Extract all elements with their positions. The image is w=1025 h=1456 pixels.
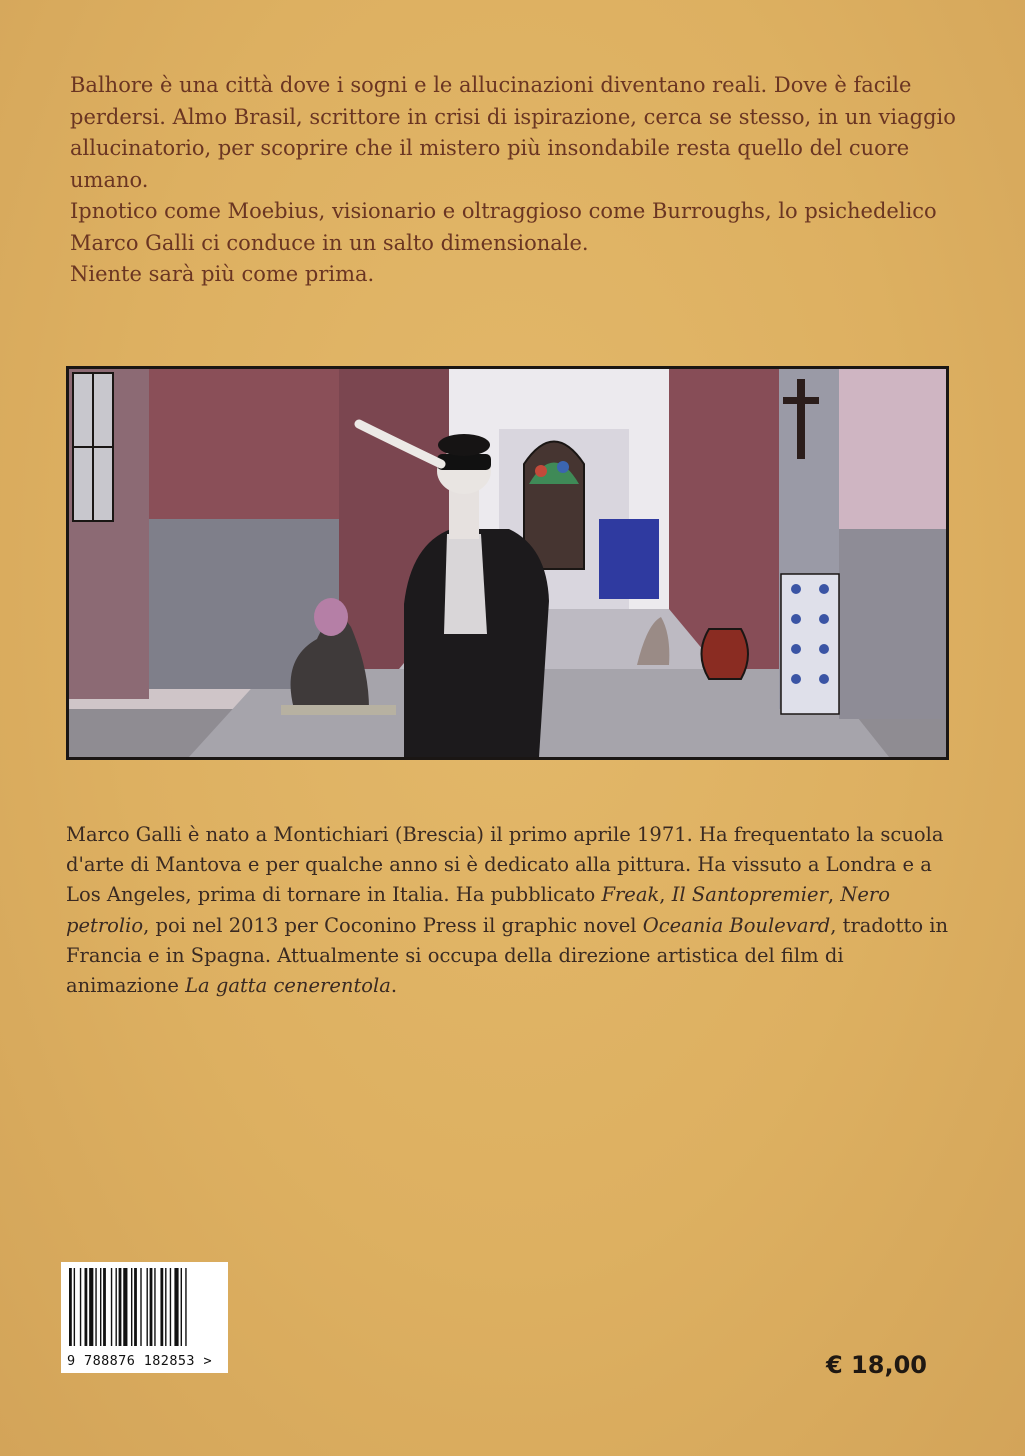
barcode-bars [67, 1268, 222, 1346]
barcode-bar [147, 1268, 148, 1346]
barcode-bar [131, 1268, 132, 1346]
price-label: € 18,00 [826, 1351, 927, 1379]
barcode-bar [154, 1268, 155, 1346]
barcode-digits: 9 788876 182853 > [67, 1353, 212, 1369]
isbn-barcode [61, 1262, 228, 1373]
barcode-bar [165, 1268, 166, 1346]
barcode-bar [150, 1268, 153, 1346]
bio-separator: , [827, 883, 841, 907]
bio-text: , tradotto in Francia e in Spagna. Attualmente si occupa della direzione artistica del film di animazione [66, 913, 949, 998]
barcode-bar [89, 1268, 93, 1346]
bio-title-freak: Freak [601, 883, 660, 907]
barcode-bar [74, 1268, 75, 1346]
comic-panel-drawing [69, 369, 946, 757]
barcode-bar [119, 1268, 122, 1346]
bio-title-la-gatta-cenerentola: La gatta cenerentola [185, 974, 391, 998]
barcode-bar [160, 1268, 163, 1346]
barcode-bar [85, 1268, 88, 1346]
bio-separator: , [659, 883, 672, 907]
barcode-bar [174, 1268, 178, 1346]
barcode-bar [140, 1268, 141, 1346]
bio-text: . [390, 974, 398, 998]
barcode-bar [170, 1268, 171, 1346]
barcode-bar [103, 1268, 106, 1346]
barcode-bar [185, 1268, 186, 1346]
back-cover-blurb [70, 70, 960, 291]
blurb-paragraph: Balhore è una città dove i sogni e le allucinazioni diventano reali. Dove è facile perdersi. Almo Brasil, scrittore in crisi di ispirazione, cerca se stesso, in un viaggio allucinatorio, per scoprire che il mistero più insondabile resta quello del cuore umano. [70, 73, 956, 192]
bio-text: Marco Galli è nato a Montichiari (Brescia) il primo aprile 1971. Ha frequentato la scuola d'arte di Mantova e per qualche anno si è dedicato alla pittura. Ha vissuto a Londra e a Los Angeles, prima di tornare in Italia. Ha pubblicato [66, 823, 944, 907]
barcode-bar [100, 1268, 101, 1346]
bio-title-nero-petrolio: Nero petrolio [66, 883, 890, 937]
barcode-bar [69, 1268, 72, 1346]
bio-title-oceania-boulevard: Oceania Boulevard [642, 913, 831, 937]
barcode-bar [181, 1268, 182, 1346]
barcode-bar [111, 1268, 112, 1346]
bio-title-santopremier: Il Santopremier [671, 883, 828, 907]
barcode-bar [80, 1268, 81, 1346]
barcode-bar [123, 1268, 127, 1346]
bio-text: , poi nel 2013 per Coconino Press il graphic novel [143, 913, 643, 937]
blurb-paragraph: Ipnotico come Moebius, visionario e oltraggioso come Burroughs, lo psichedelico Marco Galli ci conduce in un salto dimensionale. [70, 199, 937, 255]
barcode-bar [95, 1268, 96, 1346]
barcode-bar [134, 1268, 137, 1346]
comic-panel-illustration [66, 366, 949, 760]
author-bio [66, 820, 956, 1001]
barcode-bar [116, 1268, 117, 1346]
blurb-paragraph: Niente sarà più come prima. [70, 262, 375, 286]
